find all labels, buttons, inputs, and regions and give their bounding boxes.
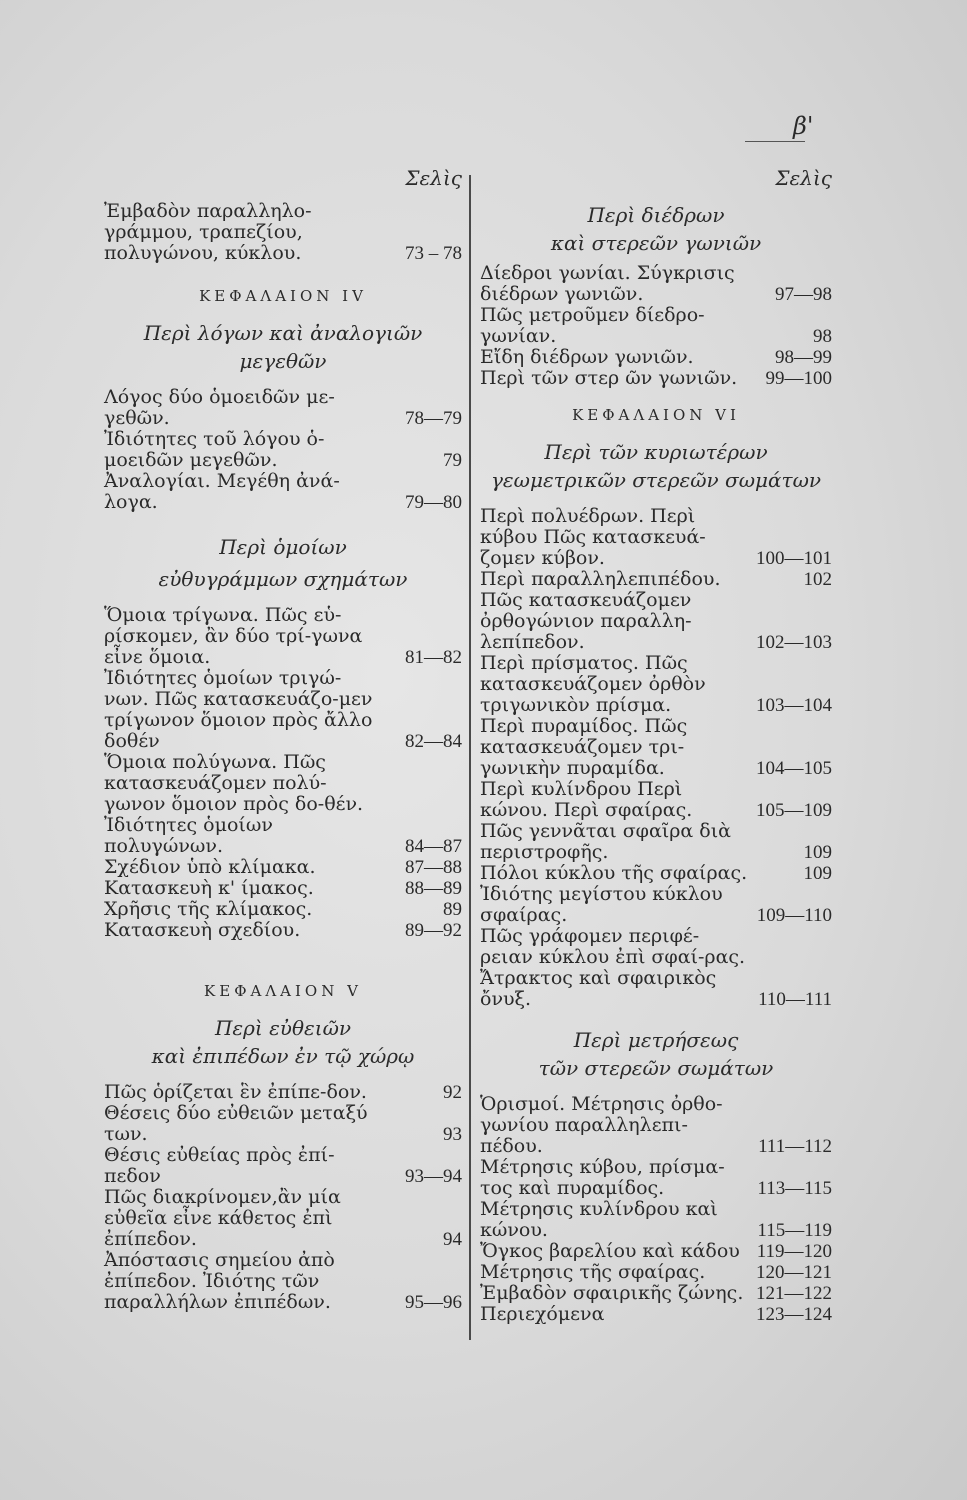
toc-entry-title: Χρῆσις τῆς κλίμακος. xyxy=(104,898,313,920)
toc-entry-page: 93 xyxy=(443,1124,462,1145)
toc-entry-title: Θέσις εὐθείας πρὸς ἐπί-πεδον xyxy=(104,1144,335,1187)
section-heading: Περὶ λόγων καὶ ἀναλογιῶν μεγεθῶν xyxy=(143,321,423,373)
toc-entry-page: 102 xyxy=(803,569,832,590)
chapter-heading: ΚΕΦΑΛΑΙΟΝ VI xyxy=(572,406,740,424)
section-heading: Περὶ μετρήσεως xyxy=(573,1028,739,1052)
toc-entry xyxy=(104,920,462,941)
page-signature-mark: β' xyxy=(793,112,814,140)
toc-entry-page: 115—119 xyxy=(757,1220,832,1241)
toc-entry-page: 102—103 xyxy=(756,632,832,653)
toc-entry-title: Περὶ τῶν στερ ῶν γωνιῶν. xyxy=(480,367,738,389)
toc-entry-title: Περὶ κυλίνδρου Περὶ κώνου. Περὶ σφαίρας. xyxy=(480,778,693,821)
toc-entry-page: 109—110 xyxy=(756,905,832,926)
toc-entry-title: Περιεχόμενα xyxy=(480,1303,605,1325)
page-column-header: Σελὶς xyxy=(775,166,832,190)
toc-entry-page: 79—80 xyxy=(405,492,462,513)
toc-entry-title: Πῶς κατασκευάζομεν ὀρθογώνιον παραλλη-λεπίπεδον. xyxy=(480,589,692,653)
toc-entry-title: Πῶς μετροῦμεν δίεδρο-γωνίαν. xyxy=(480,304,705,347)
toc-entry-page: 92 xyxy=(443,1082,462,1103)
toc-entry-title: Ἰδιότητες τοῦ λόγου ὁ-μοειδῶν μεγεθῶν. xyxy=(104,428,325,471)
toc-entry xyxy=(104,899,462,920)
toc-entry-title: Ἀπόστασις σημείου ἀπὸ ἐπίπεδον. Ἰδιότης τῶν παραλλήλων ἐπιπέδων. xyxy=(104,1249,335,1313)
toc-entry-page: 93—94 xyxy=(405,1166,462,1187)
page-column-header: Σελὶς xyxy=(405,166,462,190)
toc-entry-title: Πῶς γεννᾶται σφαῖρα διὰ περιστροφῆς. xyxy=(480,820,732,863)
toc-entry-title: Μέτρησις τῆς σφαίρας. xyxy=(480,1261,706,1283)
toc-entry-title: Ἐμβαδὸν παραλληλο-γράμμου, τραπεζίου, πολυγώνου, κύκλου. xyxy=(104,200,312,264)
toc-entry-title: Εἴδη διέδρων γωνιῶν. xyxy=(480,346,694,368)
toc-entry-title: Ἀναλογίαι. Μεγέθη ἀνά-λογα. xyxy=(104,470,340,513)
toc-entry-page: 109 xyxy=(803,863,832,884)
toc-entry-page: 98 xyxy=(813,326,832,347)
toc-entry-title: Πόλοι κύκλου τῆς σφαίρας. xyxy=(480,862,748,884)
toc-entry xyxy=(104,857,462,878)
toc-entry xyxy=(104,668,462,752)
toc-entry-page: 113—115 xyxy=(757,1178,832,1199)
toc-block xyxy=(104,201,462,264)
toc-entry-title: Μέτρησις κυλίνδρου καὶ κώνου. xyxy=(480,1198,718,1241)
section-heading: καὶ στερεῶν γωνιῶν xyxy=(550,231,762,255)
toc-entry-page: 110—111 xyxy=(758,989,832,1010)
toc-entry xyxy=(104,471,462,513)
toc-entry-page: 99—100 xyxy=(765,368,832,389)
toc-entry-title: Ἰδιότης μεγίστου κύκλου σφαίρας. xyxy=(480,883,723,926)
toc-entry-title: Περὶ πολυέδρων. Περὶ κύβου Πῶς κατασκευά-ζομεν κύβον. xyxy=(480,505,706,569)
toc-entry-title: Λόγος δύο ὁμοειδῶν με-γεθῶν. xyxy=(104,386,335,429)
toc-entry xyxy=(480,506,832,569)
toc-entry xyxy=(480,926,832,1010)
toc-entry xyxy=(480,1283,832,1304)
toc-entry-page: 119—120 xyxy=(756,1241,832,1262)
toc-entry xyxy=(104,1145,462,1187)
toc-entry-page: 121—122 xyxy=(756,1283,832,1304)
toc-entry xyxy=(104,387,462,429)
toc-entry xyxy=(104,1103,462,1145)
toc-entry-title: Πῶς διακρίνομεν,ἂν μία εὐθεῖα εἶνε κάθετος ἐπὶ ἐπίπεδον. xyxy=(104,1186,341,1250)
toc-entry-page: 81—82 xyxy=(405,647,462,668)
toc-entry-page: 89—92 xyxy=(405,920,462,941)
toc-entry-page: 109 xyxy=(803,842,832,863)
toc-entry-page: 82—84 xyxy=(405,731,462,752)
toc-entry-title: Ὅμοια τρίγωνα. Πῶς εὑ-ρίσκομεν, ἂν δύο τρί-γωνα εἶνε ὅμοια. xyxy=(104,604,363,668)
toc-entry-page: 123—124 xyxy=(756,1304,832,1325)
right-column xyxy=(480,168,832,1325)
toc-entry xyxy=(480,263,832,305)
toc-entry xyxy=(104,429,462,471)
toc-entry-page: 97—98 xyxy=(775,284,832,305)
toc-entry xyxy=(480,305,832,347)
toc-entry-page: 89 xyxy=(443,899,462,920)
toc-entry-title: Ἰδιότητες ὁμοίων τριγώ-νων. Πῶς κατασκευάζο-μεν τρίγωνον ὅμοιον πρὸς ἄλλο δοθέν xyxy=(104,667,373,752)
toc-entry xyxy=(480,653,832,716)
toc-entry xyxy=(104,1187,462,1250)
toc-entry-page: 98—99 xyxy=(775,347,832,368)
toc-entry-title: Κατασκευὴ σχεδίου. xyxy=(104,919,301,941)
toc-entry xyxy=(480,590,832,653)
toc-entry-page: 78—79 xyxy=(405,408,462,429)
toc-entry-title: Κατασκευὴ κ' ίμακος. xyxy=(104,877,314,899)
toc-entry xyxy=(480,821,832,863)
toc-entry xyxy=(480,884,832,926)
toc-block xyxy=(104,387,462,513)
toc-entry xyxy=(480,1094,832,1157)
toc-entry xyxy=(480,863,832,884)
toc-entry-title: Περὶ παραλληλεπιπέδου. xyxy=(480,568,721,590)
section-heading: εὐθυγράμμων σχημάτων xyxy=(158,567,408,591)
toc-entry-title: Ὁρισμοί. Μέτρησις ὀρθο-γωνίου παραλληλεπι-πέδου. xyxy=(480,1093,723,1157)
column-divider xyxy=(469,175,471,1340)
toc-entry-page: 79 xyxy=(443,450,462,471)
toc-entry xyxy=(480,347,832,368)
toc-entry-page: 87—88 xyxy=(405,857,462,878)
toc-block xyxy=(104,605,462,941)
toc-entry-title: Περὶ πρίσματος. Πῶς κατασκευάζομεν ὀρθὸν τριγωνικὸν πρίσμα. xyxy=(480,652,706,716)
toc-entry-page: 103—104 xyxy=(756,695,832,716)
toc-entry-title: Ὄγκος βαρελίου καὶ κάδου xyxy=(480,1240,740,1262)
toc-entry xyxy=(480,1241,832,1262)
toc-entry xyxy=(480,368,832,389)
toc-entry-title: Πῶς γράφομεν περιφέ-ρειαν κύκλου ἐπὶ σφαί-ρας. Ἄτρακτος καὶ σφαιρικὸς ὄνυξ. xyxy=(480,925,746,1010)
toc-entry xyxy=(480,1304,832,1325)
toc-entry-page: 120—121 xyxy=(756,1262,832,1283)
toc-entry-page: 88—89 xyxy=(405,878,462,899)
toc-entry xyxy=(480,1157,832,1199)
section-heading: Περὶ ὁμοίων xyxy=(219,535,347,559)
section-heading: Περὶ τῶν κυριωτέρων xyxy=(544,440,768,464)
section-heading: Περὶ εὐθειῶν xyxy=(214,1016,352,1040)
toc-entry-title: Θέσεις δύο εὐθειῶν μεταξύ των. xyxy=(104,1102,368,1145)
toc-entry-page: 104—105 xyxy=(756,758,832,779)
toc-block xyxy=(104,1082,462,1313)
toc-entry xyxy=(480,569,832,590)
toc-entry xyxy=(480,1199,832,1241)
section-heading: καὶ ἐπιπέδων ἐν τῷ χώρῳ xyxy=(151,1044,415,1068)
toc-entry-page: 84—87 xyxy=(405,836,462,857)
toc-block xyxy=(480,1094,832,1325)
toc-entry xyxy=(104,752,462,857)
left-column xyxy=(104,168,462,1313)
chapter-heading: ΚΕΦΑΛΑΙΟΝ V xyxy=(204,982,362,1000)
toc-entry xyxy=(104,1250,462,1313)
toc-entry-page: 111—112 xyxy=(758,1136,832,1157)
toc-entry-title: Πῶς ὁρίζεται ἓν ἐπίπε-δον. xyxy=(104,1081,367,1103)
toc-entry-page: 94 xyxy=(443,1229,462,1250)
section-heading: γεωμετρικῶν στερεῶν σωμάτων xyxy=(490,468,822,492)
section-heading: Περὶ διέδρων xyxy=(587,203,725,227)
toc-entry xyxy=(480,1262,832,1283)
toc-entry-title: Ὅμοια πολύγωνα. Πῶς κατασκευάζομεν πολύ-γωνον ὅμοιον πρὸς δο-θέν. Ἰδιότητες ὁμοίων πολυγώνων. xyxy=(104,751,364,857)
toc-entry-title: Περὶ πυραμίδος. Πῶς κατασκευάζομεν τρι-γωνικὴν πυραμίδα. xyxy=(480,715,688,779)
toc-entry-title: Δίεδροι γωνίαι. Σύγκρισις διέδρων γωνιῶν. xyxy=(480,262,735,305)
toc-block xyxy=(480,263,832,389)
toc-entry-title: Ἐμβαδὸν σφαιρικῆς ζώνης. xyxy=(480,1282,744,1304)
toc-entry-title: Μέτρησις κύβου, πρίσμα-τος καὶ πυραμίδος. xyxy=(480,1156,725,1199)
page-mark-underline xyxy=(745,141,805,142)
section-heading: τῶν στερεῶν σωμάτων xyxy=(538,1056,774,1080)
toc-entry xyxy=(104,878,462,899)
toc-entry-page: 100—101 xyxy=(756,548,832,569)
toc-block xyxy=(480,506,832,1010)
toc-entry xyxy=(104,605,462,668)
toc-entry xyxy=(104,1082,462,1103)
toc-entry xyxy=(480,716,832,779)
toc-entry-title: Σχέδιον ὑπὸ κλίμακα. xyxy=(104,856,316,878)
toc-entry-page: 73 – 78 xyxy=(405,243,462,264)
chapter-heading: ΚΕΦΑΛΑΙΟΝ IV xyxy=(199,287,367,305)
toc-entry-page: 105—109 xyxy=(756,800,832,821)
toc-entry-page: 95—96 xyxy=(405,1292,462,1313)
toc-entry xyxy=(480,779,832,821)
toc-entry xyxy=(104,201,462,264)
